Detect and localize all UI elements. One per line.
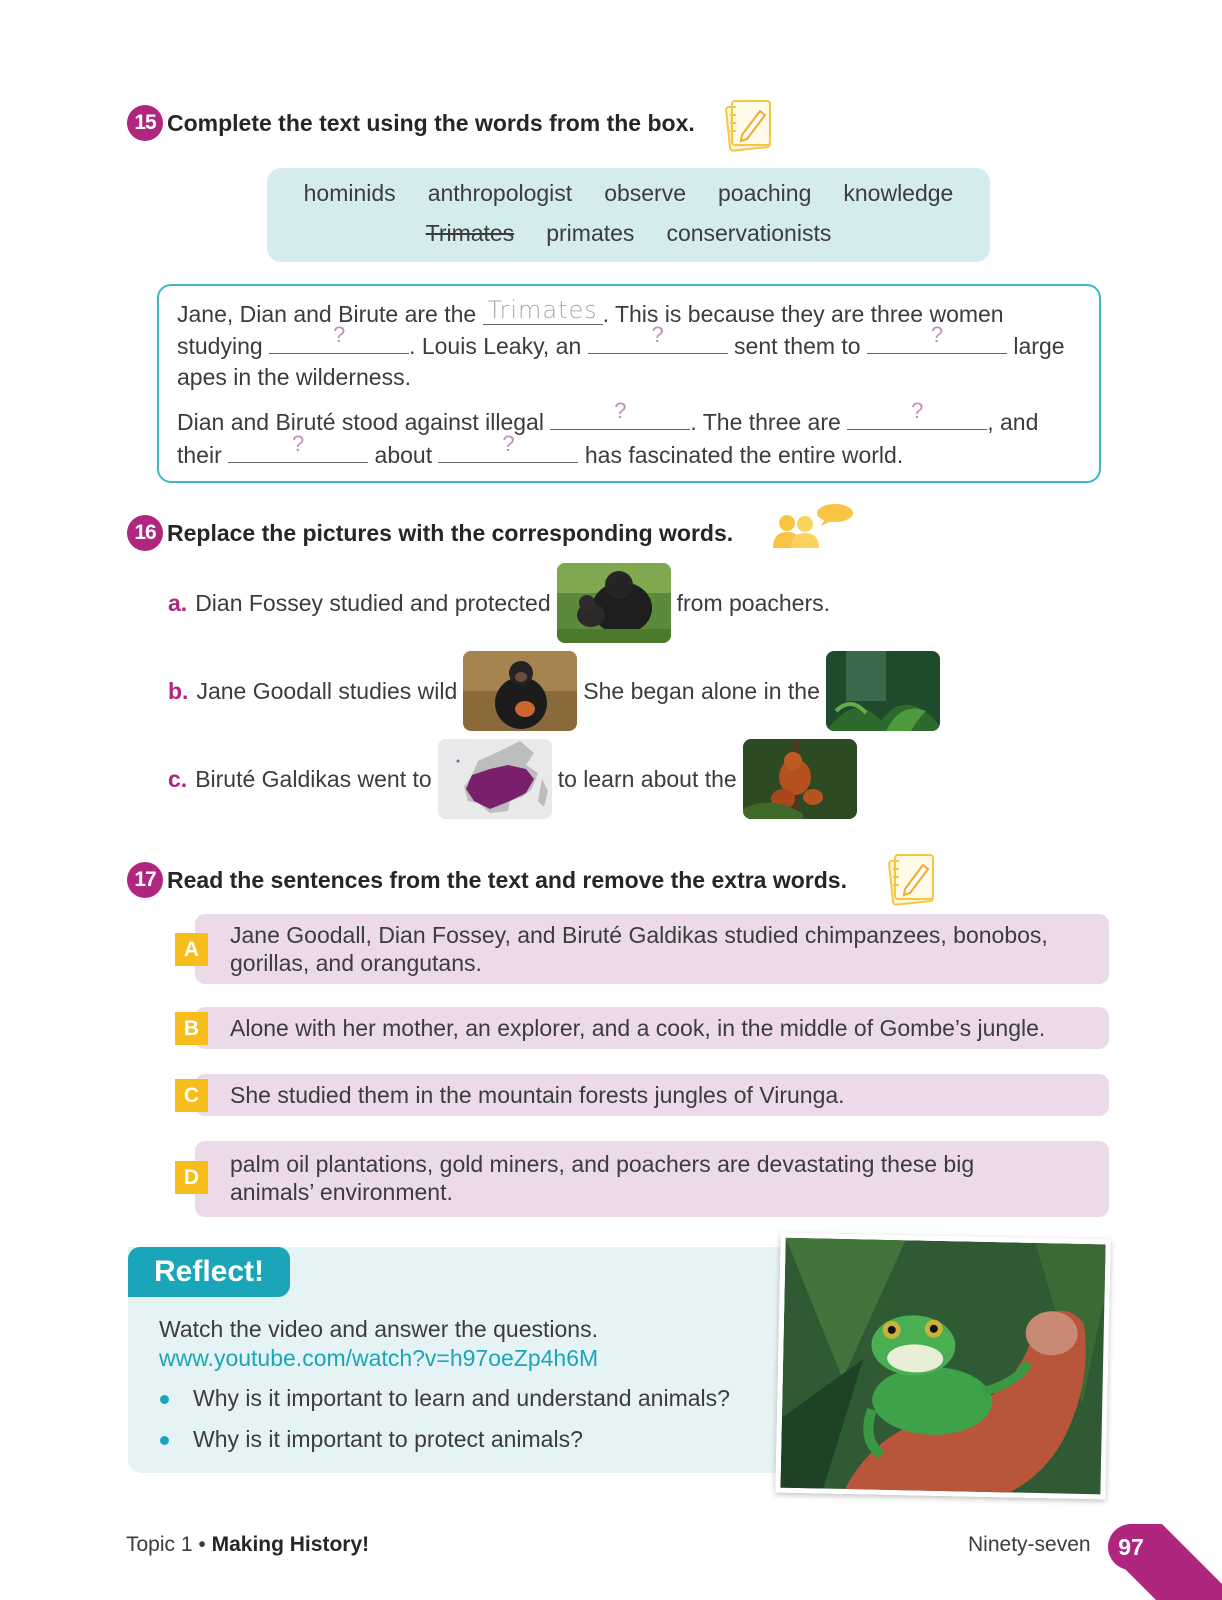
sentence-box-c[interactable] — [195, 1074, 1109, 1116]
sentence-text: palm oil plantations, gold miners, and poachers are devastating these big animals’ environment. — [230, 1151, 975, 1205]
page-number: 97 — [1118, 1533, 1144, 1560]
chimpanzee-photo — [463, 651, 577, 731]
sentence-box-a[interactable] — [195, 914, 1109, 984]
example-answer: Trimates — [483, 296, 603, 325]
text-line-2: studying ? . Louis Leaky, an ? sent them to ? large — [177, 322, 1065, 359]
sentence-text: Alone with her mother, an explorer, and a cook, in the middle of Gombe’s jungle. — [230, 1015, 1046, 1041]
sentence-tag: A — [175, 933, 208, 966]
word-bank-item: hominids — [303, 180, 396, 206]
sentence-tag: C — [175, 1079, 208, 1112]
sentence-tag: B — [175, 1012, 208, 1045]
reflect-title: Reflect! — [128, 1247, 290, 1297]
text-line-1: Jane, Dian and Birute are the Trimates . This is because they are three women — [177, 296, 1004, 327]
frog-on-thumb-photo — [775, 1233, 1110, 1500]
word-bank-item: observe — [604, 180, 687, 206]
word-bank-item: poaching — [718, 180, 812, 206]
sentence-tag: D — [175, 1161, 208, 1194]
jungle-photo — [826, 651, 940, 731]
word-bank-row-1 — [267, 180, 990, 207]
page-number-words: Ninety-seven — [968, 1533, 1091, 1556]
picture-sentence-c: c. Biruté Galdikas went to to learn about the — [168, 739, 863, 819]
reflect-question-1: Why is it important to learn and understand animals? — [193, 1385, 730, 1411]
text-line-4: Dian and Biruté stood against illegal ? . The three are ? , and — [177, 398, 1039, 435]
exercise-number: 16 — [127, 515, 163, 551]
word-bank-item: conservationists — [666, 220, 832, 246]
exercise-number: 15 — [127, 105, 163, 141]
picture-sentence-b: b. Jane Goodall studies wild She began alone in the — [168, 651, 946, 731]
word-bank-row-2 — [267, 220, 990, 247]
sentence-box-b[interactable] — [195, 1007, 1109, 1049]
answer-blank[interactable]: ? — [867, 332, 1007, 354]
word-bank-item: anthropologist — [427, 180, 573, 206]
picture-sentence-a: a. Dian Fossey studied and protected from poachers. — [168, 563, 830, 643]
answer-blank[interactable]: ? — [438, 441, 578, 463]
answer-blank[interactable]: ? — [550, 408, 690, 430]
notepad-pencil-icon — [885, 851, 939, 907]
video-link[interactable]: www.youtube.com/watch?v=h97oeZp4h6M — [159, 1345, 599, 1371]
exercise-title: Complete the text using the words from the box. — [167, 109, 695, 136]
topic-footer: Topic 1 • Making History! — [126, 1533, 370, 1556]
text-line-3: apes in the wilderness. — [177, 364, 411, 390]
notepad-pencil-icon — [722, 97, 776, 153]
exercise-title: Replace the pictures with the corresponding words. — [167, 519, 734, 546]
reflect-question-2: Why is it important to protect animals? — [193, 1426, 583, 1452]
sentence-text: She studied them in the mountain forests jungles of Virunga. — [230, 1082, 845, 1108]
sentence-text: Jane Goodall, Dian Fossey, and Biruté Galdikas studied chimpanzees, bonobos, gorillas, and orangutans. — [230, 922, 1048, 976]
people-talking-icon — [773, 502, 855, 552]
word-bank — [267, 168, 990, 262]
exercise-16-header — [127, 515, 733, 551]
exercise-17-header — [127, 862, 847, 898]
answer-blank[interactable]: ? — [228, 441, 368, 463]
word-bank-item: primates — [546, 220, 635, 246]
answer-blank[interactable]: ? — [269, 332, 409, 354]
bullet-dot — [160, 1436, 169, 1445]
word-bank-item-used: Trimates — [425, 220, 515, 246]
borneo-map — [438, 739, 552, 819]
exercise-15-header — [127, 105, 695, 141]
sentence-box-d[interactable] — [195, 1141, 1109, 1217]
exercise-title: Read the sentences from the text and remove the extra words. — [167, 866, 847, 893]
orangutans-photo — [743, 739, 857, 819]
gorillas-photo — [557, 563, 671, 643]
reflect-intro: Watch the video and answer the questions. — [159, 1316, 598, 1342]
text-line-5: their ? about ? has fascinated the entire world. — [177, 431, 904, 468]
gap-fill-text — [157, 284, 1101, 483]
bullet-dot — [160, 1395, 169, 1404]
answer-blank[interactable]: ? — [588, 332, 728, 354]
exercise-number: 17 — [127, 862, 163, 898]
answer-blank[interactable]: ? — [847, 408, 987, 430]
word-bank-item: knowledge — [843, 180, 954, 206]
